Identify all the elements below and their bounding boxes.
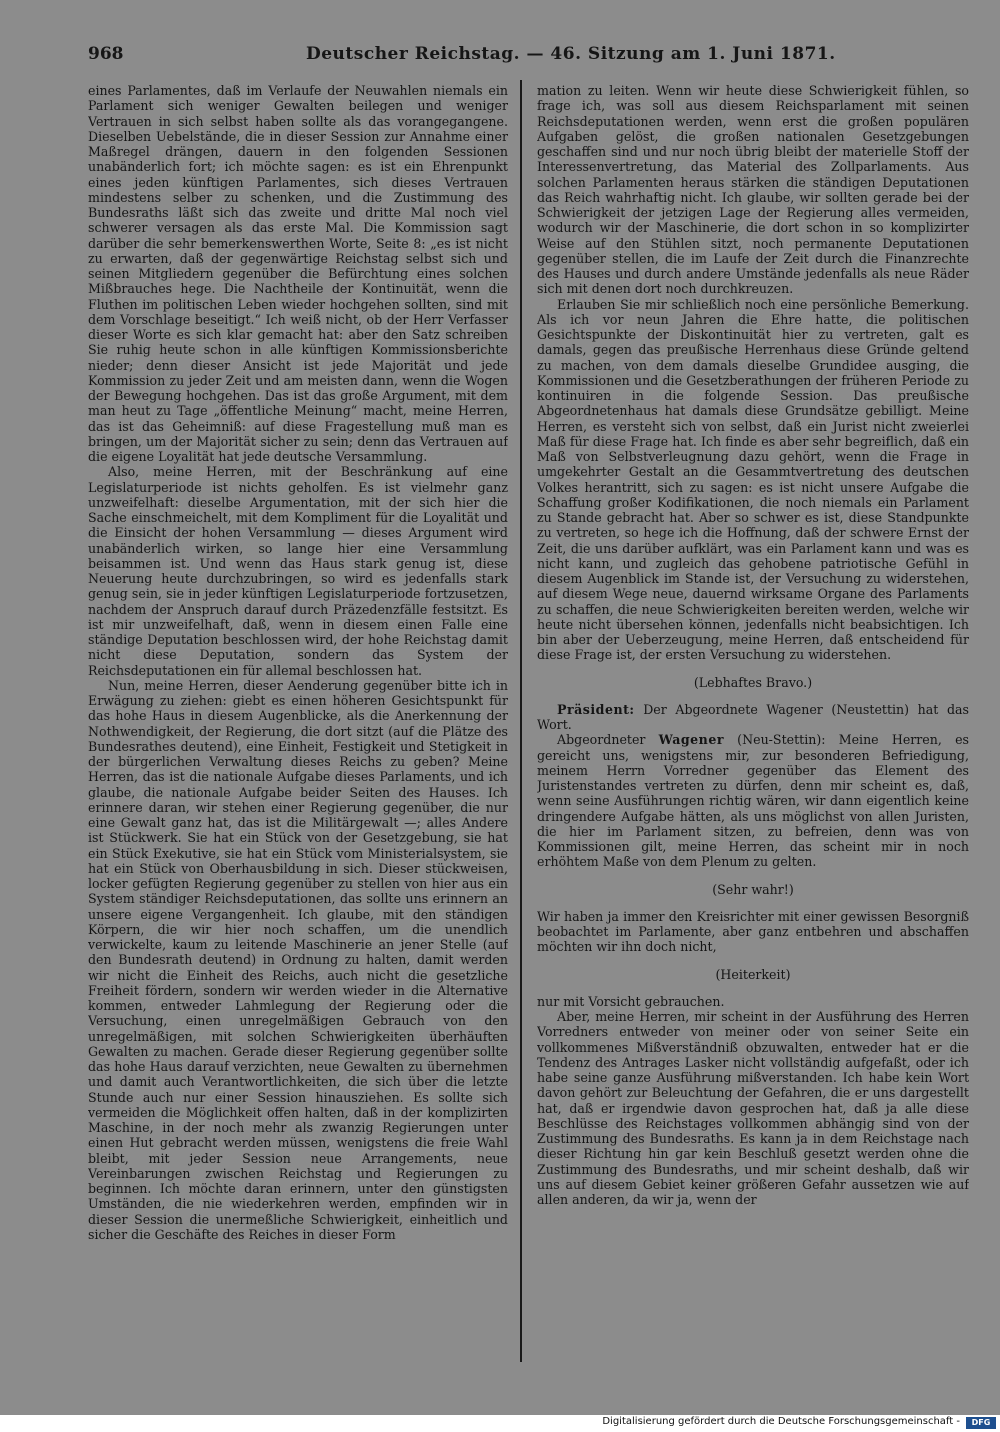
stage-direction: (Lebhaftes Bravo.) [693,674,813,690]
dfg-logo: DFG [966,1417,996,1429]
stage-direction: (Heiterkeit) [715,966,791,982]
left-paragraph: Also, meine Herren, mit der Beschränkung auf eine Legislaturperiode ist nichts geholfen. Es ist vielmehr ganz unzweifelhaft: dieselbe Argumentation, mit der sich hier die Sache einschmeichelt, mit dem Kompliment für die Loyalität und die Einsicht der hohen Versammlung — dieses Argument wird unabänderlich wirken, so lange hier eine Versammlung beisammen ist. Und wenn das Haus stark genug ist, diese Neuerung heute durchzubringen, so wird es jedenfalls stark genug sein, sie in jeder künftigen Legislaturperiode fortzusetzen, nachdem der Anspruch darauf durch Präzedenzfälle festsitzt. Es ist mir unzweifelhaft, daß, wenn in diesem einen Falle eine ständige Deputation beschlossen wird, der hohe Reichstag damit nicht diese Deputation, sondern das System der Reichsdeputationen ein für allemal beschlossen hat. [88,464,508,678]
footer-bar [0,1415,1000,1432]
right-paragraph: nur mit Vorsicht gebrauchen. [537,993,725,1009]
speaker-prefix: Abgeordneter [557,732,659,748]
left-paragraph: Nun, meine Herren, dieser Aenderung gegenüber bitte ich in Erwägung zu ziehen: giebt es einen höheren Gesichtspunkt für das hohe Haus in diesem Augenblicke, als die Anerkennung der Nothwendigkeit, der Regierung, die dort sitzt (auf die Plätze des Bundesrathes deutend), eine Einheit, Festigkeit und Stetigkeit in der bürgerlichen Verwaltung dieses Reichs zu geben? Meine Herren, das ist die nationale Aufgabe dieses Parlaments, und ich glaube, die nationale Aufgabe beider Seiten des Hauses. Ich erinnere daran, wir stehen einer Regierung gegenüber, die nur eine Gewalt ganz hat, das ist die Militärgewalt —; alles Andere ist Stückwerk. Sie hat ein Stück von der Gesetzgebung, sie hat ein Stück Exekutive, sie hat ein Stück vom Ministerialsystem, sie hat ein Stück von Oberhausbildung in sich. Dieser stückweisen, locker gefügten Regierung gegenüber zu stellen von hier aus ein System ständiger Reichsdeputationen, das sollte uns erinnern an unsere eigene Vergangenheit. Ich glaube, mit den ständigen Körpern, die wir hier noch schaffen, um die unendlich verwickelte, kaum zu leitende Maschinerie an jener Stelle (auf den Bundesrath deutend) in Ordnung zu halten, damit werden wir nicht die Einheit des Reichs, auch nicht die gesetzliche Freiheit fördern, sondern wir werden wieder in die Alternative kommen, entweder Lahmlegung der Regierung oder die Versuchung, einen unregelmäßigen Gebrauch von den unregelmäßigen, mit solchen Schwierigkeiten überhäuften Gewalten zu machen. Gerade dieser Regierung gegenüber sollte das hohe Haus darauf verzichten, neue Gewalten zu übernehmen und damit auch Verantwortlichkeiten, die sich über die letzte Stunde auch nur einer Session hinausziehen. Es sollte sich vermeiden die Möglichkeit offen halten, daß in der komplizirten Maschine, in der noch mehr als zwanzig Regierungen unter einen Hut gebracht werden müssen, wenigstens die freie Wahl bleibt, mit jeder Session neue Arrangements, neue Vereinbarungen zwischen Reichstag und Regierungen zu beginnen. Ich möchte daran erinnern, unter den günstigsten Umständen, die nie wiederkehren werden, empfinden wir in dieser Session die unermeßliche Schwierigkeit, einheitlich und sicher die Geschäfte des Reiches in dieser Form [88,677,508,1242]
right-column [537,83,969,1348]
left-paragraph: eines Parlamentes, daß im Verlaufe der Neuwahlen niemals ein Parlament sich weniger Gewalten beilegen und weniger Vertrauen in sich selbst haben sollte als das vorangegangene. Dieselben Uebelstände, die in dieser Session zur Annahme einer Maßregel drängen, dauern in den folgenden Sessionen unabänderlich fort; ich möchte sagen: es ist ein Ehrenpunkt eines jeden künftigen Parlamentes, sich dieses Vertrauen mindestens selber zu schenken, und die Zustimmung des Bundesraths läßt sich das zweite und dritte Mal noch viel schwerer versagen als das erste Mal. Die Kommission sagt darüber die sehr bemerkenswerthen Worte, Seite 8: „es ist nicht zu erwarten, daß der gegenwärtige Reichstag selbst sich und seinen Mitgliedern gegenüber die Befürchtung eines solchen Mißbrauches hege. Die Nachtheile der Kontinuität, wenn die Fluthen im politischen Leben wieder hochgehen sollten, sind mit dem Vorschlage beseitigt.“ Ich weiß nicht, ob der Herr Verfasser dieser Worte es sich klar gemacht hat: aber den Satz schreiben Sie ruhig heute schon in alle künftigen Kommissionsberichte nieder; denn dieser Ansicht ist jede Majorität und jede Kommission zu jeder Zeit und am meisten dann, wenn die Wogen der Bewegung hochgehen. Das ist das große Argument, mit dem man heut zu Tage „öffentliche Meinung“ macht, meine Herren, das ist das Geheimniß: auf diese Fragestellung muß man es bringen, um der Majorität sicher zu sein; denn das Vertrauen auf die eigene Loyalität hat jede deutsche Versammlung. [88,83,508,464]
column-divider [520,80,522,1362]
president-text: Der Abgeordnete Wagener (Neustettin) hat das Wort. [537,701,969,732]
left-column [88,83,508,1348]
page-number: 968 [88,44,124,64]
speaker-text: (Neu-Stettin): Meine Herren, es gereicht uns, wenigstens mir, zur besonderen Befriedigung, meinem Herrn Vorredner gegenüber das Element des Juristenstandes vertreten zu dürfen, denn mir scheint es, daß, wenn seine Ausführungen richtig wären, wir dann eigentlich keine dringendere Aufgabe hätten, als uns möglichst von allen Juristen, die hier im Parlament sitzen, zu befreien, denn was von Kommissionen gilt, meine Herren, das scheint mir in noch erhöhtem Maße von dem Plenum zu gelten. [537,732,969,870]
speaker-paragraph [537,732,969,869]
right-paragraph: Aber, meine Herren, mir scheint in der Ausführung des Herren Vorredners entweder von meiner oder von seiner Seite ein vollkommenes Mißverständniß obzuwalten, entweder hat er die Tendenz des Antrages Lasker nicht vollständig aufgefaßt, oder ich habe seine ganze Ausführung mißverstanden. Ich habe kein Wort davon gehört zur Beleuchtung der Gefahren, die er uns dargestellt hat, daß er irgendwie davon gesprochen hat, daß ja alle diese Beschlüsse des Reichstages vollkommen abhängig sind von der Zustimmung des Bundesraths. Es kann ja in dem Reichstage nach dieser Richtung hin gar kein Beschluß gesetzt werden ohne die Zustimmung des Bundesraths, und mir scheint deshalb, daß wir uns auf diesem Gebiet keiner größeren Gefahr aussetzen wie auf allen anderen, da wir ja, wenn der [537,1009,969,1207]
speaker-name: Wagener [658,732,724,748]
right-paragraph: Wir haben ja immer den Kreisrichter mit einer gewissen Besorgniß beobachtet im Parlamente, aber ganz entbehren und abschaffen möchten wir ihn doch nicht, [537,908,969,955]
right-paragraph: mation zu leiten. Wenn wir heute diese Schwierigkeit fühlen, so frage ich, was soll aus diesem Reichsparlament mit seinen Reichsdeputationen werden, wenn erst die großen populären Aufgaben gelöst, die großen nationalen Gesetzgebungen geschaffen sind und nur noch übrig bleibt der materielle Stoff der Interessenvertretung, das Material des Zollparlaments. Aus solchen Parlamenten heraus stärken die ständigen Deputationen das Reich wahrhaftig nicht. Ich glaube, wir sollten gerade bei der Schwierigkeit der jetzigen Lage der Regierung alles vermeiden, wodurch wir der Maschinerie, die dort schon in so komplizirter Weise auf den Stühlen sitzt, noch permanente Deputationen gegenüber stellen, die im Laufe der Zeit durch die Finanzrechte des Hauses und durch andere Umstände jedenfalls als neue Räder sich mit denen dort noch durchkreuzen. [537,83,969,297]
president-label: Präsident: [557,701,635,717]
digitization-credit: Digitalisierung gefördert durch die Deutsche Forschungsgemeinschaft - [602,1416,960,1427]
page-header [88,44,988,70]
stage-direction: (Sehr wahr!) [712,881,794,897]
right-paragraph: Erlauben Sie mir schließlich noch eine persönliche Bemerkung. Als ich vor neun Jahren die Ehre hatte, die politischen Gesichtspunkte der Diskontinuität hier zu vertreten, galt es damals, gegen das preußische Herrenhaus diese Gründe geltend zu machen, von dem damals dieselbe Grundidee ausging, die Kommissionen und die Gesetzberathungen der früheren Periode zu kontinuiren in die folgende Session. Das preußische Abgeordnetenhaus hat damals diese Grundsätze gebilligt. Meine Herren, es versteht sich von selbst, daß ein Jurist nicht zweierlei Maß für diese Frage hat. Ich finde es aber sehr begreiflich, daß ein Maß von Selbstverleugnung dazu gehört, wenn die Frage in umgekehrter Gestalt an die Gesammtvertretung des deutschen Volkes herantritt, sich zu sagen: es ist nicht unsere Aufgabe die Schaffung großer Kodifikationen, die noch niemals ein Parlament zu Stande gebracht hat. Aber so schwer es ist, diese Standpunkte zu vertreten, so hege ich die Hoffnung, daß der schwere Ernst der Zeit, die uns darüber aufklärt, was ein Parlament kann und was es nicht kann, und zugleich das gehobene patriotische Gefühl in diesem Augenblick im Stande ist, der Versuchung zu widerstehen, auf diesem Wege neue, dauernd wirksame Organe des Parlaments zu schaffen, die neue Schwierigkeiten bereiten werden, welche wir heute nicht übersehen können, jedenfalls nicht beabsichtigen. Ich bin aber der Ueberzeugung, meine Herren, daß entscheidend für diese Frage ist, der ersten Versuchung zu widerstehen. [537,296,969,663]
running-title: Deutscher Reichstag. — 46. Sitzung am 1. Juni 1871. [306,44,836,64]
president-remark [537,702,969,733]
